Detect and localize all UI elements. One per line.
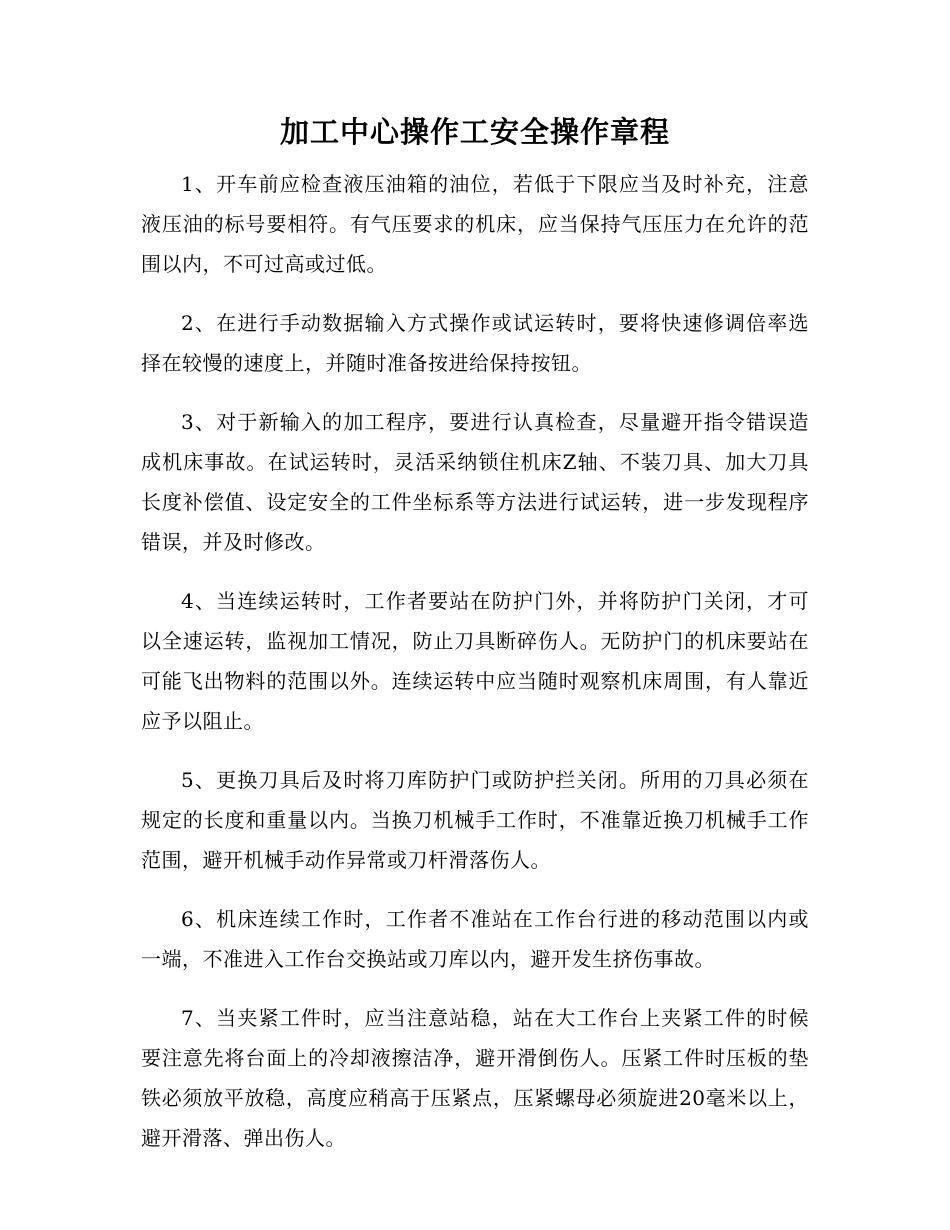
paragraph-6: 6、机床连续工作时，工作者不准站在工作台行进的移动范围以内或一端，不准进入工作台交换站或刀库以内，避开发生挤伤事故。 xyxy=(141,907,809,971)
paragraph-3: 3、对于新输入的加工程序，要进行认真检查，尽量避开指令错误造成机床事故。在试运转时，灵活采纳锁住机床Z轴、不装刀具、加大刀具长度补偿值、设定安全的工件坐标系等方法进行试运转，进一步发现程序错误，并及时修改。 xyxy=(141,410,809,554)
paragraph-5: 5、更换刀具后及时将刀库防护门或防护拦关闭。所用的刀具必须在规定的长度和重量以内。当换刀机械手工作时，不准靠近换刀机械手工作范围，避开机械手动作异常或刀杆滑落伤人。 xyxy=(141,768,809,872)
paragraph-4: 4、当连续运转时，工作者要站在防护门外，并将防护门关闭，才可以全速运转，监视加工情况，防止刀具断碎伤人。无防护门的机床要站在可能飞出物料的范围以外。连续运转中应当随时观察机床周围，有人靠近应予以阻止。 xyxy=(141,589,809,733)
document-title: 加工中心操作工安全操作章程 xyxy=(279,115,670,149)
paragraph-2: 2、在进行手动数据输入方式操作或试运转时，要将快速修调倍率选择在较慢的速度上，并随时准备按进给保持按钮。 xyxy=(141,311,809,375)
document-body xyxy=(141,164,809,1177)
paragraph-7: 7、当夹紧工件时，应当注意站稳，站在大工作台上夹紧工件的时候要注意先将台面上的冷却液擦洁净，避开滑倒伤人。压紧工件时压板的垫铁必须放平放稳，高度应稍高于压紧点，压紧螺母必须旋进20毫米以上，避开滑落、弹出伤人。 xyxy=(141,1006,809,1150)
paragraph-1: 1、开车前应检查液压油箱的油位，若低于下限应当及时补充，注意液压油的标号要相符。有气压要求的机床，应当保持气压压力在允许的范围以内，不可过高或过低。 xyxy=(141,172,809,276)
